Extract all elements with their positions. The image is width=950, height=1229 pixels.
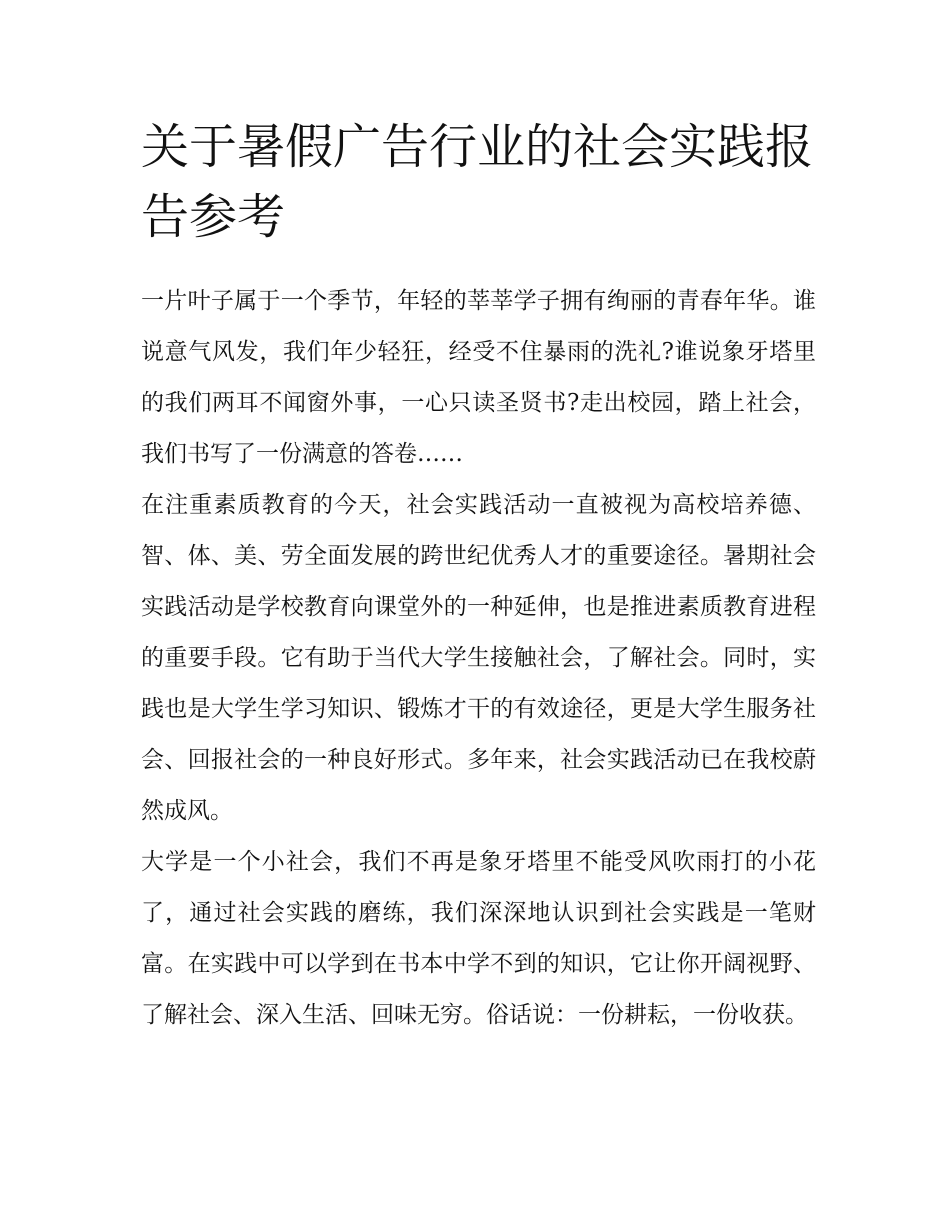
document-title: 关于暑假广告行业的社会实践报告参考 bbox=[141, 119, 814, 245]
document-content bbox=[141, 112, 816, 1041]
paragraph-reflection: 大学是一个小社会，我们不再是象牙塔里不能受风吹雨打的小花了，通过社会实践的磨练，我们深深地认识到社会实践是一笔财富。在实践中可以学到在书本中学不到的知识，它让你开阔视野、了解社会、深入生活、回味无穷。俗话说：一份耕耘，一份收获。 bbox=[141, 849, 816, 1028]
paragraph-background: 在注重素质教育的今天，社会实践活动一直被视为高校培养德、智、体、美、劳全面发展的跨世纪优秀人才的重要途径。暑期社会实践活动是学校教育向课堂外的一种延伸，也是推进素质教育进程的重要手段。它有助于当代大学生接触社会，了解社会。同时，实践也是大学生学习知识、锻炼才干的有效途径，更是大学生服务社会、回报社会的一种良好形式。多年来，社会实践活动已在我校蔚然成风。 bbox=[141, 492, 816, 824]
paragraph-intro: 一片叶子属于一个季节，年轻的莘莘学子拥有绚丽的青春年华。谁说意气风发，我们年少轻狂，经受不住暴雨的洗礼?谁说象牙塔里的我们两耳不闻窗外事，一心只读圣贤书?走出校园，踏上社会，我们书写了一份满意的答卷…… bbox=[141, 288, 816, 467]
